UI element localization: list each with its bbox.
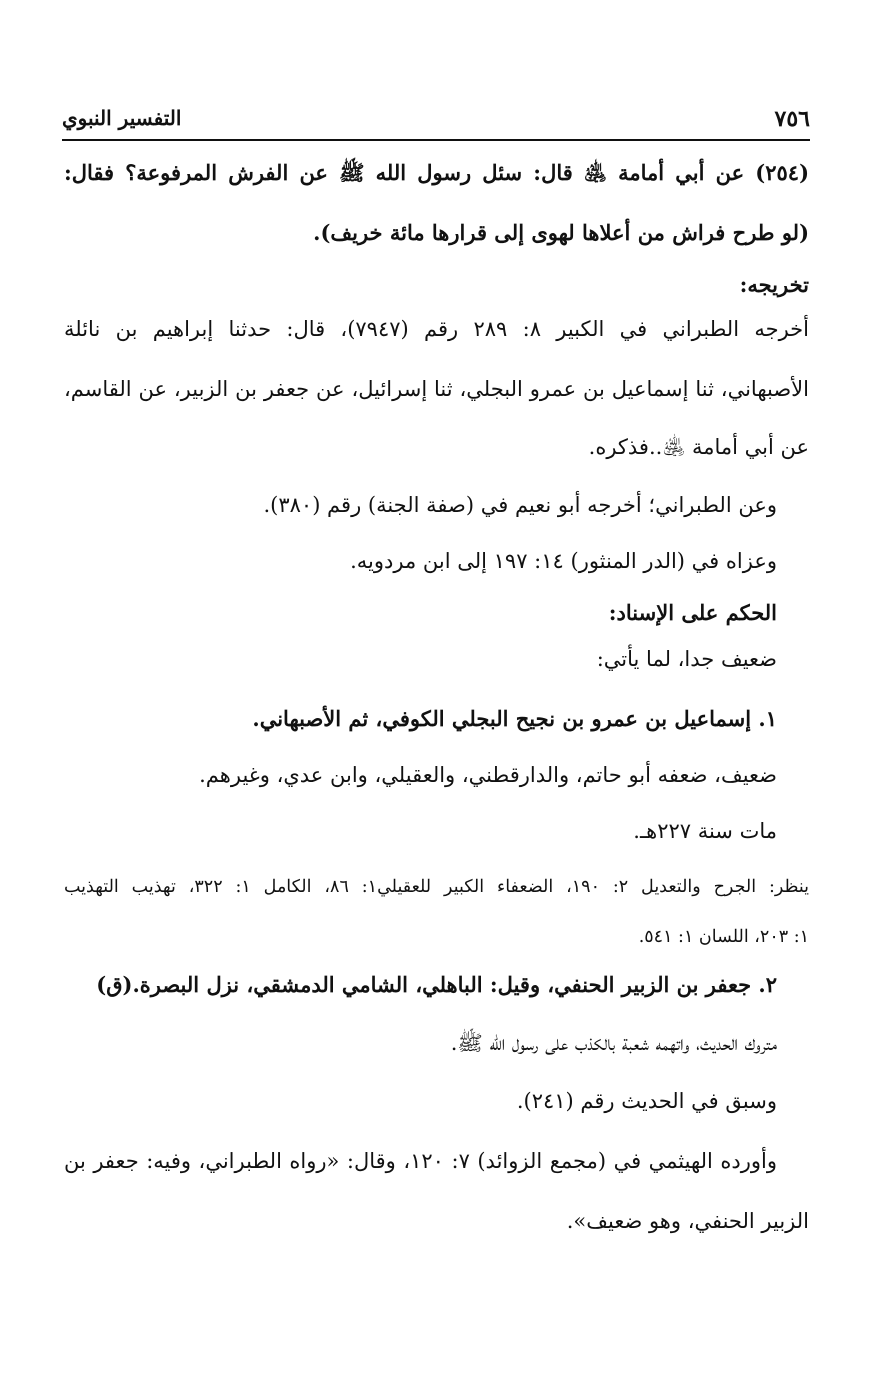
paragraph-line: الزبير الحنفي، وهو ضعيف». xyxy=(566,1209,809,1233)
paragraph-line: وسبق في الحديث رقم (٢٤١). xyxy=(516,1089,777,1113)
header-rule xyxy=(62,139,810,141)
paragraph-line: متروك الحديث، واتهمه شعبة بالكذب على رسول الله ﷺ. xyxy=(450,1031,777,1055)
hadith-text-line: (٢٥٤) عن أبي أمامة ﵁ قال: سئل رسول الله ﷺ عن الفرش المرفوعة؟ فقال: xyxy=(64,160,809,185)
paragraph-line: الأصبهاني، ثنا إسماعيل بن عمرو البجلي، ثنا إسرائيل، عن جعفر بن الزبير، عن القاسم، xyxy=(64,377,809,401)
page-header xyxy=(62,104,810,136)
paragraph-line: وعن الطبراني؛ أخرجه أبو نعيم في (صفة الجنة) رقم (٣٨٠). xyxy=(263,493,777,517)
paragraph-line: مات سنة ٢٢٧هـ. xyxy=(633,819,777,843)
paragraph-line: ضعيف، ضعفه أبو حاتم، والدارقطني، والعقيلي، وابن عدي، وغيرهم. xyxy=(199,763,777,787)
running-title: التفسير النبوي xyxy=(62,106,182,130)
paragraph-line: ضعيف جدا، لما يأتي: xyxy=(596,647,777,671)
paragraph-line: وعزاه في (الدر المنثور) ١٤: ١٩٧ إلى ابن مردويه. xyxy=(350,549,777,573)
reference-line: ينظر: الجرح والتعديل ٢: ١٩٠، الضعفاء الكبير للعقيلي١: ٨٦، الكامل ١: ٣٢٢، تهذيب التهذيب xyxy=(64,877,810,897)
section-heading-takhrij: تخريجه: xyxy=(739,272,809,297)
hadith-text-line: (لو طرح فراش من أعلاها لهوى إلى قرارها مائة خريف). xyxy=(313,220,809,245)
narrator-heading: ١. إسماعيل بن عمرو بن نجيح البجلي الكوفي، ثم الأصبهاني. xyxy=(252,706,777,731)
paragraph-line: عن أبي أمامة ﵁..فذكره. xyxy=(588,435,809,459)
reference-line: ١: ٢٠٣، اللسان ١: ٥٤١. xyxy=(638,927,809,947)
paragraph-line: وأورده الهيثمي في (مجمع الزوائد) ٧: ١٢٠، وقال: «رواه الطبراني، وفيه: جعفر بن xyxy=(64,1149,777,1173)
section-heading-hukm: الحكم على الإسناد: xyxy=(608,600,777,625)
narrator-heading: ٢. جعفر بن الزبير الحنفي، وقيل: الباهلي، الشامي الدمشقي، نزل البصرة.(ق) xyxy=(96,972,777,997)
page-number: ٧٥٦ xyxy=(774,106,810,132)
paragraph-line: أخرجه الطبراني في الكبير ٨: ٢٨٩ رقم (٧٩٤٧)، قال: حدثنا إبراهيم بن نائلة xyxy=(64,317,809,341)
